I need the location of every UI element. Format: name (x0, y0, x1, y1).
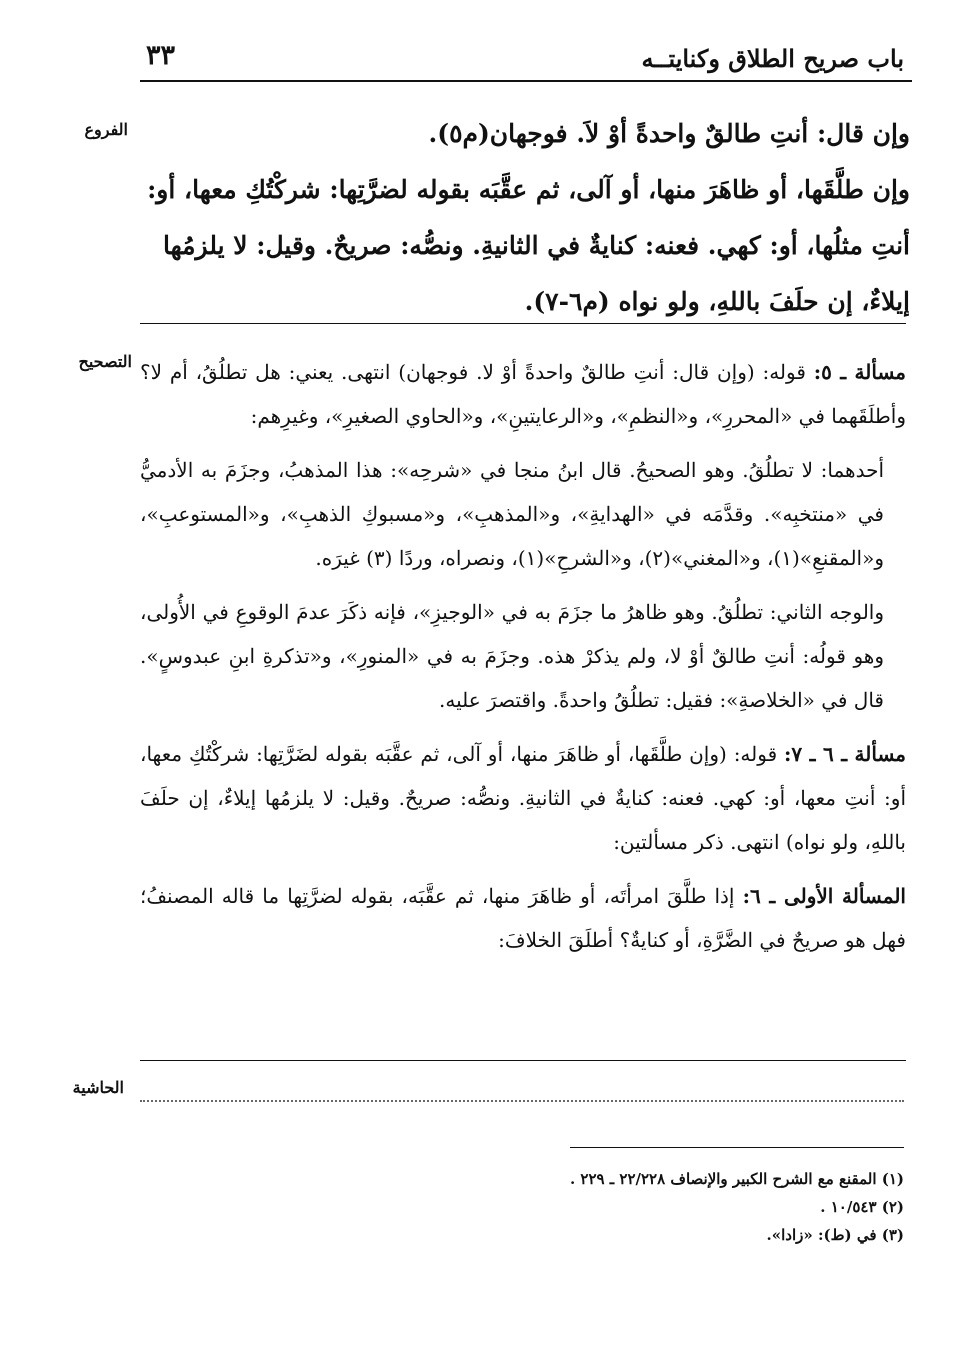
furu-section (140, 106, 910, 330)
section-divider (140, 323, 906, 324)
side-label-furu: الفروع (84, 120, 128, 139)
issue-heading-6-7: مسألة ـ ٦ ـ ٧: (784, 742, 906, 766)
tashih-paragraph-3: والوجه الثاني: تطلُقُ. وهو ظاهرُ ما جزَمَ به في «الوجيزِ»، فإنه ذكَرَ عدمَ الوقوعِ في الأُولى، وهو قولُه: أنتِ طالقٌ أوْ لا، ولم يذكرْ هذه. وجزَمَ به في «المنورِ»، و«تذكرةِ ابنِ عبدوسٍ». قال في «الخلاصةِ»: فقيل: تطلُقُ واحدةً. واقتصرَ عليه. (140, 600, 884, 712)
side-label-tashih: التصحيح (78, 352, 132, 371)
footnote-divider (570, 1147, 904, 1148)
paragraph-text: قوله: (وإن قال: أنتِ طالقٌ واحدةً أوْ لا. فوجهان) انتهى. يعني: هل تطلُقُ، أم لا؟ وأطلَقَهما في «المحررِ»، و«النظمِ»، و«الرعايتينِ»، و«الحاوي الصغيرِ»، وغيرِهم: (140, 360, 906, 428)
footnote-2: (٢) ١٠/٥٤٣ . (820, 1198, 904, 1216)
tashih-section (140, 350, 906, 972)
paragraph-text: قوله: (وإن طلَّقَها، أو ظاهَرَ منها، أو آلى، ثم عقَّبَه بقوله لضَرَّتِها: شركْتُكِ معها، أو: أنتِ معها، أو: كهي. فعنه: كنايةٌ في الثانيةِ. ونصُّه: صريحٌ. وقيل: لا يلزمُها إيلاءٌ، إن حلَفَ باللهِ، ولو نواه) انتهى. ذكر مسألتين: (140, 742, 906, 854)
running-title: باب صريح الطلاق وكنايتــه (641, 44, 904, 73)
tashih-paragraph-5 (140, 874, 906, 962)
issue-heading-5: مسألة ـ ٥: (813, 360, 907, 384)
furu-line-1: وإن قال: أنتِ طالقٌ واحدةً أوْ لاَ. فوجهان(م٥). (428, 119, 910, 148)
tashih-paragraph-1 (140, 350, 906, 438)
tashih-bottom-divider (140, 1060, 906, 1061)
footnote-1: (١) المقنع مع الشرح الكبير والإنصاف ٢٢/٢٢٨ ـ ٢٢٩ . (569, 1170, 904, 1188)
hashiya-dotted-line (140, 1080, 904, 1102)
paragraph-text: إذا طلَّقَ امرأتَه، أو ظاهَرَ منها، ثم عقَّبَه، بقوله لضرَّتِها ما قاله المصنفُ؛ فهل هو صريحٌ في الضَّرَّةِ، أو كنايةٌ؟ أطلَقَ الخلافَ: (140, 884, 906, 952)
side-label-hashiya: الحاشية (72, 1078, 124, 1097)
issue-heading-first: المسألة الأولى ـ ٦: (742, 884, 906, 908)
tashih-paragraph-2: أحدهما: لا تطلُقُ. وهو الصحيحُ. قال ابنُ منجا في «شرحِه»: هذا المذهبُ، وجزَمَ به الأدميُّ في «منتخبِه». وقدَّمَه في «الهدايةِ»، و«المذهبِ»، و«مسبوكِ الذهبِ»، و«المستوعبِ»، و«المقنعِ»(١)، و«المغني»(٢)، و«الشرحِ»(١)، ونصراه، وردًا (٣) غيرَه. (140, 458, 884, 570)
tashih-paragraph-4 (140, 732, 906, 864)
footnotes (500, 1165, 904, 1249)
page-header (140, 40, 912, 82)
footnote-3: (٣) في (ط): «زادا». (766, 1226, 904, 1244)
page-number: ٣٣ (146, 40, 176, 71)
furu-line-2: وإن طلَّقَها، أو ظاهَرَ منها، أو آلى، ثم عقَّبَه بقوله لضرَّتِها: شركْتُكِ معها، أو: أنتِ مثلُها، أو: كهي. فعنه: كنايةٌ في الثانيةِ. ونصُّه: صريحٌ. وقيل: لا يلزمُها إيلاءٌ، إن حلَفَ باللهِ، ولو نواه (م٦-٧). (147, 175, 910, 316)
